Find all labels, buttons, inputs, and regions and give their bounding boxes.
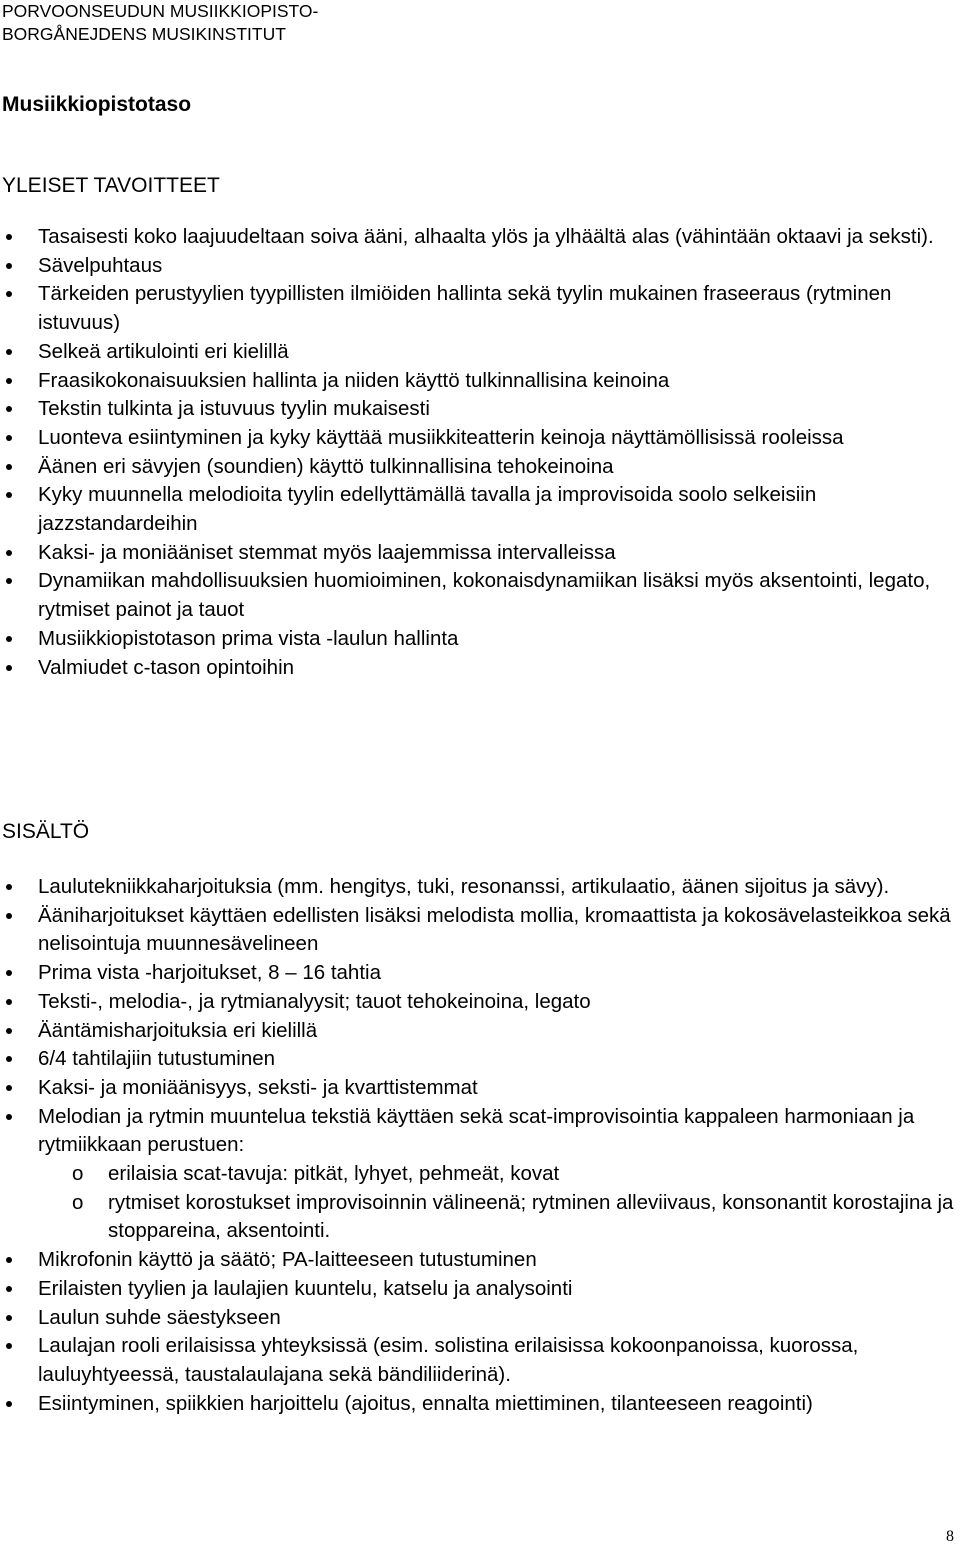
- header-line-1: PORVOONSEUDUN MUSIIKKIOPISTO-: [2, 1, 319, 21]
- list-item-with-sublist: [0, 1103, 956, 1247]
- list-item: Laulutekniikkaharjoituksia (mm. hengitys, tuki, resonanssi, artikulaatio, äänen sijoitus ja sävy).: [0, 873, 956, 902]
- list-item: Kyky muunnella melodioita tyylin edellyttämällä tavalla ja improvisoida soolo selkeisiin jazzstandardeihin: [0, 481, 956, 538]
- list-item: Tekstin tulkinta ja istuvuus tyylin mukaisesti: [0, 395, 956, 424]
- institution-header: [2, 0, 318, 46]
- sub-list-item: [38, 1189, 956, 1246]
- page-number: 8: [946, 1528, 954, 1545]
- list-item: Selkeä artikulointi eri kielillä: [0, 338, 956, 367]
- list-item: Kaksi- ja moniääniset stemmat myös laajemmissa intervalleissa: [0, 539, 956, 568]
- list-item: Dynamiikan mahdollisuuksien huomioiminen, kokonaisdynamiikan lisäksi myös aksentointi, legato, rytmiset painot ja tauot: [0, 567, 956, 624]
- header-line-2: BORGÅNEJDENS MUSIKINSTITUT: [2, 24, 286, 44]
- sub-list: [38, 1160, 956, 1246]
- sub-bullet: o: [72, 1190, 84, 1214]
- page-title: Musiikkiopistotaso: [2, 93, 192, 116]
- list-item: Valmiudet c-tason opintoihin: [0, 654, 956, 683]
- sub-list-item-text: rytmiset korostukset improvisoinnin välineenä; rytminen alleviivaus, konsonantit korostajina ja stoppareina, aksentointi.: [108, 1190, 954, 1243]
- list-item: Ääniharjoitukset käyttäen edellisten lisäksi melodista mollia, kromaattista ja kokosävelasteikkoa sekä nelisointuja muunnesävelineen: [0, 902, 956, 959]
- list-item: Esiintyminen, spiikkien harjoittelu (ajoitus, ennalta miettiminen, tilanteeseen reagointi): [0, 1390, 956, 1419]
- sub-list-item: [38, 1160, 956, 1189]
- list-item: Kaksi- ja moniäänisyys, seksti- ja kvarttistemmat: [0, 1074, 956, 1103]
- list-item: Teksti-, melodia-, ja rytmianalyysit; tauot tehokeinoina, legato: [0, 988, 956, 1017]
- goals-heading: YLEISET TAVOITTEET: [2, 174, 220, 197]
- list-item: Prima vista -harjoitukset, 8 – 16 tahtia: [0, 959, 956, 988]
- list-item: Fraasikokonaisuuksien hallinta ja niiden käyttö tulkinnallisina keinoina: [0, 367, 956, 396]
- list-item: Ääntämisharjoituksia eri kielillä: [0, 1017, 956, 1046]
- list-item: Musiikkiopistotason prima vista -laulun hallinta: [0, 625, 956, 654]
- list-item: Laulajan rooli erilaisissa yhteyksissä (esim. solistina erilaisissa kokoonpanoissa, kuorossa, lauluyhtyeessä, taustalaulajana sekä bändiliiderinä).: [0, 1332, 956, 1389]
- list-item: 6/4 tahtilajiin tutustuminen: [0, 1045, 956, 1074]
- content-heading: SISÄLTÖ: [2, 820, 90, 843]
- goals-list: [0, 223, 956, 682]
- list-item: Sävelpuhtaus: [0, 252, 956, 281]
- list-item-text: Melodian ja rytmin muuntelua tekstiä käyttäen sekä scat-improvisointia kappaleen harmoniaan ja rytmiikkaan perustuen:: [38, 1104, 915, 1157]
- list-item: Äänen eri sävyjen (soundien) käyttö tulkinnallisina tehokeinoina: [0, 453, 956, 482]
- list-item: Mikrofonin käyttö ja säätö; PA-laitteeseen tutustuminen: [0, 1246, 956, 1275]
- list-item: Laulun suhde säestykseen: [0, 1304, 956, 1333]
- list-item: Luonteva esiintyminen ja kyky käyttää musiikkiteatterin keinoja näyttämöllisissä rooleissa: [0, 424, 956, 453]
- sub-list-item-text: erilaisia scat-tavuja: pitkät, lyhyet, pehmeät, kovat: [108, 1162, 560, 1186]
- list-item: Tärkeiden perustyylien tyypillisten ilmiöiden hallinta sekä tyylin mukainen fraseeraus (rytminen istuvuus): [0, 280, 956, 337]
- sub-bullet: o: [72, 1162, 84, 1186]
- list-item: Tasaisesti koko laajuudeltaan soiva ääni, alhaalta ylös ja ylhäältä alas (vähintään oktaavi ja seksti).: [0, 223, 956, 252]
- list-item: Erilaisten tyylien ja laulajien kuuntelu, katselu ja analysointi: [0, 1275, 956, 1304]
- content-list: [0, 873, 956, 1418]
